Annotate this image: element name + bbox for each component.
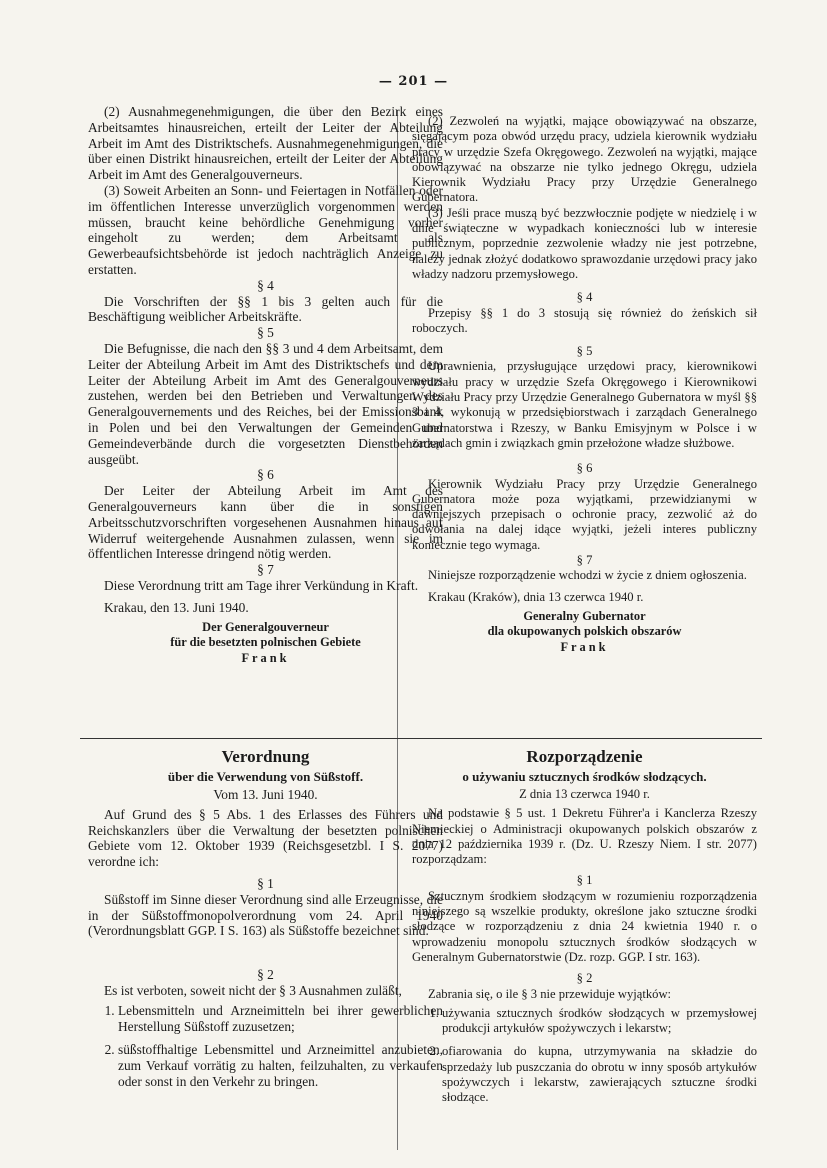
de-section-6-text: Der Leiter der Abteilung Arbeit im Amt des Generalgouverneurs kann über die in sonstigen Arbeitsschutzvorschriften vorgesehenen Ausnahmen hinaus auf Widerruf weitergehende Ausnahmen zulassen, wenn sie im öffentlichen Interesse dringend nötig werden. <box>88 483 443 562</box>
pl-section-4-heading: § 4 <box>576 290 593 305</box>
de-signature-title: Der Generalgouverneur <box>202 619 329 634</box>
pl-section-6-heading: § 6 <box>576 461 593 476</box>
de-b-section-2-heading: § 2 <box>257 967 274 983</box>
pl-b-section-1-heading: § 1 <box>576 873 593 888</box>
pl-section-6-text: Kierownik Wydziału Pracy przy Urzędzie Generalnego Gubernatora może poza wyjątkami, przewidzianymi w dawniejszych przepisach o ochronie pracy, zezwolić aż do odwołania na dalej idące wyjątki, jeżeli interes publiczny koniecznie tego wymaga. <box>412 476 757 552</box>
pl-signature-title: Generalny Gubernator <box>523 608 646 623</box>
de-paragraph-2: (2) Ausnahmegenehmigungen, die über den Bezirk eines Arbeitsamtes hinausreichen, erteilt der Leiter der Abteilung Arbeit im Amt des Distriktschefs. Ausnahmegenehmigungen, die über einen Distrikt hinausreichen, erteilt der Leiter der Abteilung Arbeit im Amt des Generalgouverneurs. <box>88 104 443 183</box>
de-ordinance-title: Verordnung <box>221 747 310 766</box>
de-b-section-1-text: Süßstoff im Sinne dieser Verordnung sind alle Erzeugnisse, die in der Süßstoffmonopolverordnung vom 24. April 1940 (Verordnungsblatt GGP. I S. 163) als Süßstoffe bezeichnet sind. <box>88 891 443 939</box>
pl-section-5-heading: § 5 <box>576 344 593 359</box>
de-ordinance-date: Vom 13. Juni 1940. <box>213 787 318 802</box>
de-section-5-text: Die Befugnisse, die nach den §§ 3 und 4 dem Arbeitsamt, dem Leiter der Abteilung Arbeit im Amt des Distriktschefs und dem Leiter der Abteilung Arbeit im Amt des Generalgouverneurs zustehen, werden bei den Betrieben und Verwaltungen des Generalgouvernements und des Reiches, bei der Emissionsbank in Polen und bei den Verwaltungen der Gemeinden und Gemeindeverbände durch die vorgesetzten Dienstbehörden ausgeübt. <box>88 340 443 467</box>
pl-section-7-text: Niniejsze rozporządzenie wchodzi w życie z dniem ogłoszenia. <box>428 568 747 583</box>
pl-ordinance-date: Z dnia 13 czerwca 1940 r. <box>519 787 650 801</box>
pl-signature-area: dla okupowanych polskich obszarów <box>487 624 682 639</box>
pl-b-section-1-text: Sztucznym środkiem słodzącym w rozumieniu rozporządzenia niniejszego są wszelkie produkty, określone jako sztuczne środki słodzące w rozporządzeniu z dnia 24 kwietnia 1940 r. o wprowadzeniu monopolu sztucznych środków słodzących w Generalnym Gubernatorstwie (Dz. rozp. GGP. I str. 163). <box>412 888 757 964</box>
pl-prohibition-list <box>412 1006 757 1106</box>
de-paragraph-3: (3) Soweit Arbeiten an Sonn- und Feiertagen in Notfällen oder im öffentlichen Interesse unverzüglich vorgenommen werden müssen, braucht keine behördliche Genehmigung vorher eingeholt zu werden; dem Arbeitsamt als Gewerbeaufsichtsbehörde ist jedoch nachträglich Anzeige zu erstatten. <box>88 182 443 277</box>
list-item: 1. Lebensmitteln und Arzneimitteln bei ihrer gewerblichen Herstellung Süßstoff zuzusetzen; <box>118 1003 443 1035</box>
pl-b-section-2-heading: § 2 <box>576 971 593 986</box>
de-section-6-heading: § 6 <box>257 467 274 483</box>
de-ordinance-subtitle: über die Verwendung von Süßstoff. <box>167 769 364 784</box>
pl-paragraph-3: (3) Jeśli prace muszą być bezzwłocznie podjęte w niedzielę i w dnie świąteczne w wypadkach konieczności lub w interesie publicznym, poprzednie zezwolenie władzy nie jest potrzebne, należy jednak złożyć dodatkowo sprawozdanie urzędowi pracy jako władzy nadzoru przemysłowego. <box>412 205 757 281</box>
de-signature-name: Frank <box>241 650 290 665</box>
de-signature-area: für die besetzten polnischen Gebiete <box>170 635 361 649</box>
de-b-section-1-heading: § 1 <box>257 875 274 891</box>
list-item: 2. süßstoffhaltige Lebensmittel und Arzneimittel anzubieten, zum Verkauf vorrätig zu halten, feilzuhalten, zu verkaufen oder sonst in den Verkehr zu bringen. <box>118 1042 443 1089</box>
list-item: 1. używania sztucznych środków słodzących w przemysłowej produkcji artykułów spożywczych i lekarstw; <box>442 1006 757 1037</box>
section-divider <box>80 738 762 739</box>
de-section-7-text: Diese Verordnung tritt am Tage ihrer Verkündung in Kraft. <box>104 577 419 593</box>
list-item: 2. ofiarowania do kupna, utrzymywania na składzie do sprzedaży lub puszczania do obrotu w inny sposób artykułów spożywczych i lekarstw, zawierających sztuczne środki słodzące. <box>442 1044 757 1105</box>
de-preamble: Auf Grund des § 5 Abs. 1 des Erlasses des Führers und Reichskanzlers über die Verwaltung der besetzten polnischen Gebiete vom 12. Oktober 1939 (Reichsgesetzbl. I S. 2077) verordne ich: <box>88 806 443 870</box>
de-section-4-text: Die Vorschriften der §§ 1 bis 3 gelten auch für die Beschäftigung weiblicher Arbeitskräfte. <box>88 293 443 325</box>
pl-preamble: Na podstawie § 5 ust. 1 Dekretu Führer'a i Kanclerza Rzeszy Niemieckiej o Administracji okupowanych polskich obszarów z dnia 12 października 1939 r. (Dz. U. Rzeszy Niem. I str. 2077) rozporządzam: <box>412 806 757 867</box>
pl-section-4-text: Przepisy §§ 1 do 3 stosują się również do żeńskich sił roboczych. <box>412 305 757 335</box>
pl-place-date: Krakau (Kraków), dnia 13 czerwca 1940 r. <box>428 589 644 604</box>
pl-signature <box>412 609 757 656</box>
pl-paragraph-2: (2) Zezwoleń na wyjątki, mające obowiązywać na obszarze, sięgającym poza obwód urzędu pracy, udziela kierownik wydziału pracy w urzędzie Szefa Okręgowego. Zezwoleń na wyjątki, mające obowiązywać na obszarze nie tylko jednego Okręgu, udziela Kierownik Wydziału Pracy przy Urzędzie Generalnego Gubernatora. <box>412 114 757 205</box>
de-signature <box>88 620 443 667</box>
de-section-5-heading: § 5 <box>257 325 274 341</box>
pl-section-5-text: Uprawnienia, przysługujące urzędowi pracy, kierownikowi wydziału pracy w urzędzie Szefa Okręgowego i Kierownikowi Wydziału Pracy przy Urzędzie Generalnego Gubernatora w myśl §§ 3 i 4, wykonują w przedsiębiorstwach i zarządach Generalnego Gubernatorstwa i Rzeszy, w Banku Emisyjnym w Polsce i w zarządach gmin i związkach gmin przełożone władze służbowe. <box>412 359 757 450</box>
polish-column-top <box>412 114 757 655</box>
polish-column-bottom <box>412 746 757 1114</box>
pl-b-section-2-text: Zabrania się, o ile § 3 nie przewiduje wyjątków: <box>428 986 672 1001</box>
de-prohibition-list <box>88 1003 443 1090</box>
pl-signature-name: Frank <box>560 639 609 654</box>
pl-ordinance-title: Rozporządzenie <box>526 747 643 766</box>
de-place-date: Krakau, den 13. Juni 1940. <box>104 599 249 615</box>
de-section-4-heading: § 4 <box>257 277 274 293</box>
de-b-section-2-text: Es ist verboten, soweit nicht der § 3 Ausnahmen zuläßt, <box>104 982 402 998</box>
pl-ordinance-subtitle: o używaniu sztucznych środków słodzących. <box>462 769 707 784</box>
de-section-7-heading: § 7 <box>257 562 274 578</box>
page-number: — 201 — <box>378 74 449 89</box>
pl-section-7-heading: § 7 <box>576 553 593 568</box>
german-column-bottom <box>88 746 443 1098</box>
german-column-top <box>88 104 443 666</box>
